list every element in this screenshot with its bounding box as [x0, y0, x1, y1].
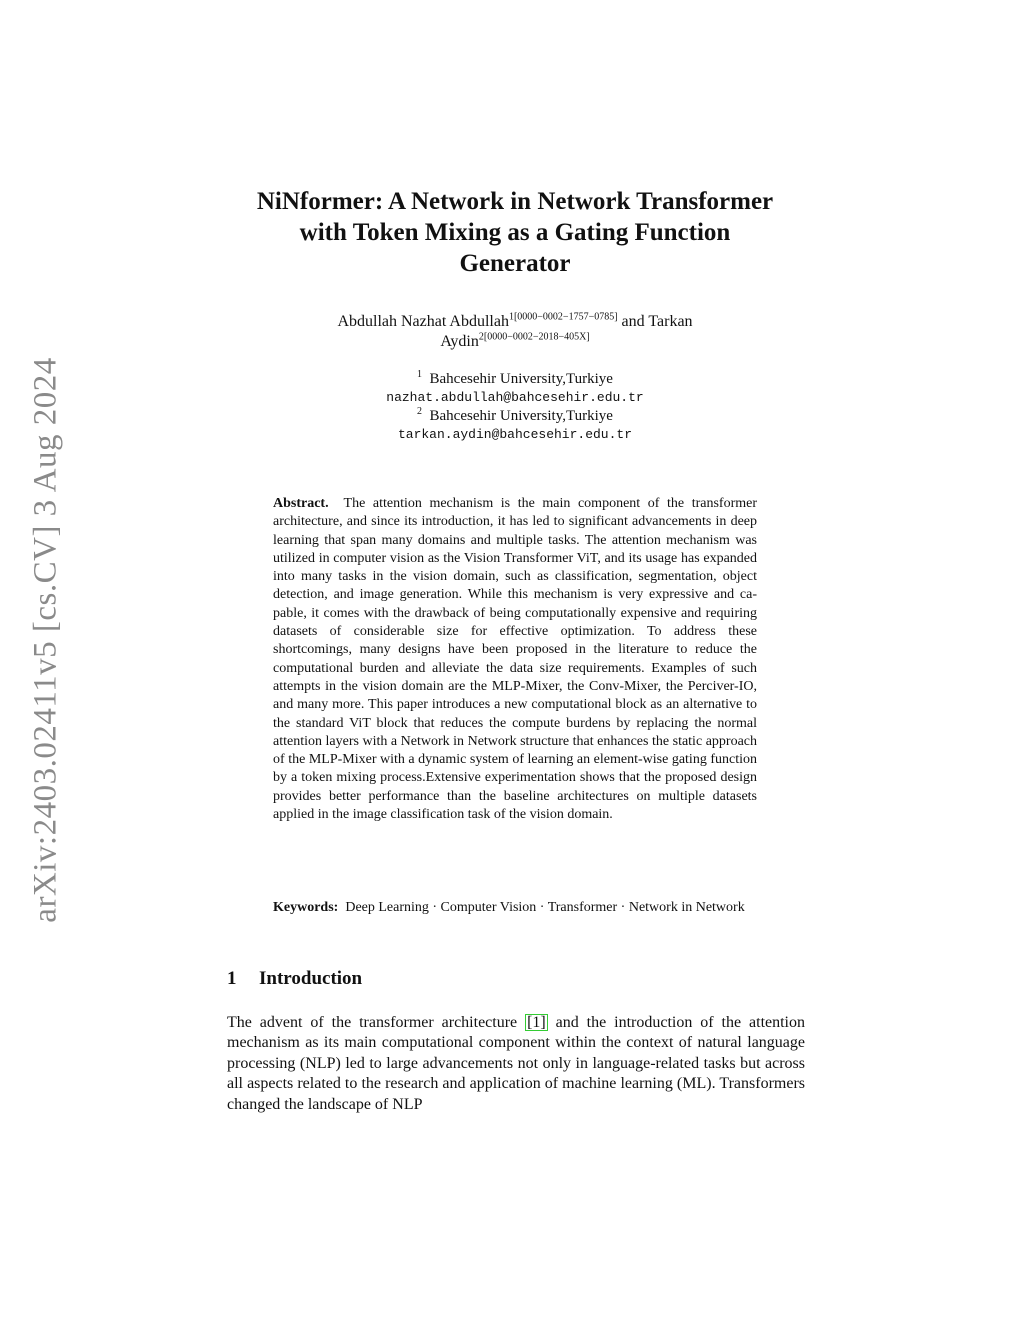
- section-title: Introduction: [259, 968, 363, 989]
- arxiv-sidebar: [24, 350, 68, 930]
- title-line-3: Generator: [459, 250, 571, 277]
- affiliation-2-mark: 2: [417, 406, 423, 417]
- intro-text-start: The advent of the transformer architecture: [227, 1014, 526, 1031]
- abstract-text: The attention mechanism is the main component of the transformer architecture, and since its introduction, it has led to significant advancements in deep learning that span many domains and multiple tasks. The attention mechanism was utilized in computer vision as the Vision Transformer ViT, and its usage has expanded into many tasks in the vision domain, such as classification, segmentation, object detection, and image generation. While this mechanism is very expressive and capable, it comes with the drawback of being computationally expensive and requiring datasets of considerable size for effective optimization. To address these shortcomings, many designs have been proposed in the literature to reduce the computational burden and alleviate the data size requirements. Examples of such attempts in the vision domain are the MLP-Mixer, the Conv-Mixer, the Perciver-IO, and many more. This paper introduces a new computational block as an alternative to the standard ViT block that reduces the compute burdens by replacing the normal attention layers with a Network in Network structure that enhances the static approach of the MLP-Mixer with a dynamic system of learning an element-wise gating function by a token mixing process.Extensive experimentation shows that the proposed design provides better performance than the baseline architectures on multiple datasets applied in the image classification task of the vision domain.: [273, 496, 757, 823]
- section-number: 1: [227, 968, 237, 989]
- author-2-name: Aydin: [440, 333, 479, 350]
- affiliation-1: [270, 370, 760, 389]
- title-line-1: NiNformer: A Network in Network Transformer: [256, 188, 774, 215]
- author-2-orcid: 2[0000−0002−2018−405X]: [478, 331, 590, 343]
- author-list: [270, 312, 760, 352]
- title-line-2: with Token Mixing as a Gating Function: [299, 219, 731, 246]
- author-1-orcid: 1[0000−0002−1757−0785]: [508, 311, 618, 323]
- keywords: [273, 899, 757, 917]
- affiliation-1-institution: Bahcesehir University,Turkiye: [429, 371, 613, 387]
- affiliation-2-institution: Bahcesehir University,Turkiye: [429, 408, 613, 424]
- abstract-label: Abstract.: [273, 496, 329, 511]
- affiliation-1-mark: 1: [417, 369, 423, 380]
- section-heading-introduction: [227, 968, 807, 990]
- author-connector: and Tarkan: [617, 313, 693, 330]
- paper-title: [200, 186, 830, 279]
- intro-text-rest: and the introduction of the attention mechanism as its main computational component within the context of natural language processing (NLP) led to large advancements not only in language-related tasks but across all aspects related to the research and application of machine learning (ML). Transformers changed the landscape of NLP: [227, 1014, 806, 1113]
- affiliation-1-email[interactable]: nazhat.abdullah@bahcesehir.edu.tr: [386, 389, 644, 405]
- affiliations: [270, 370, 760, 444]
- affiliation-2: [270, 407, 760, 426]
- introduction-paragraph: [227, 1013, 805, 1115]
- author-1-name: Abdullah Nazhat Abdullah: [337, 313, 509, 330]
- arxiv-identifier: arXiv:2403.02411v5 [cs.CV] 3 Aug 2024: [27, 357, 64, 923]
- affiliation-2-email[interactable]: tarkan.aydin@bahcesehir.edu.tr: [397, 426, 633, 442]
- keywords-label: Keywords:: [273, 900, 339, 915]
- abstract: [273, 495, 757, 824]
- citation-link[interactable]: [1]: [527, 1014, 546, 1031]
- keywords-text: Deep Learning · Computer Vision · Transformer · Network in Network: [345, 900, 745, 915]
